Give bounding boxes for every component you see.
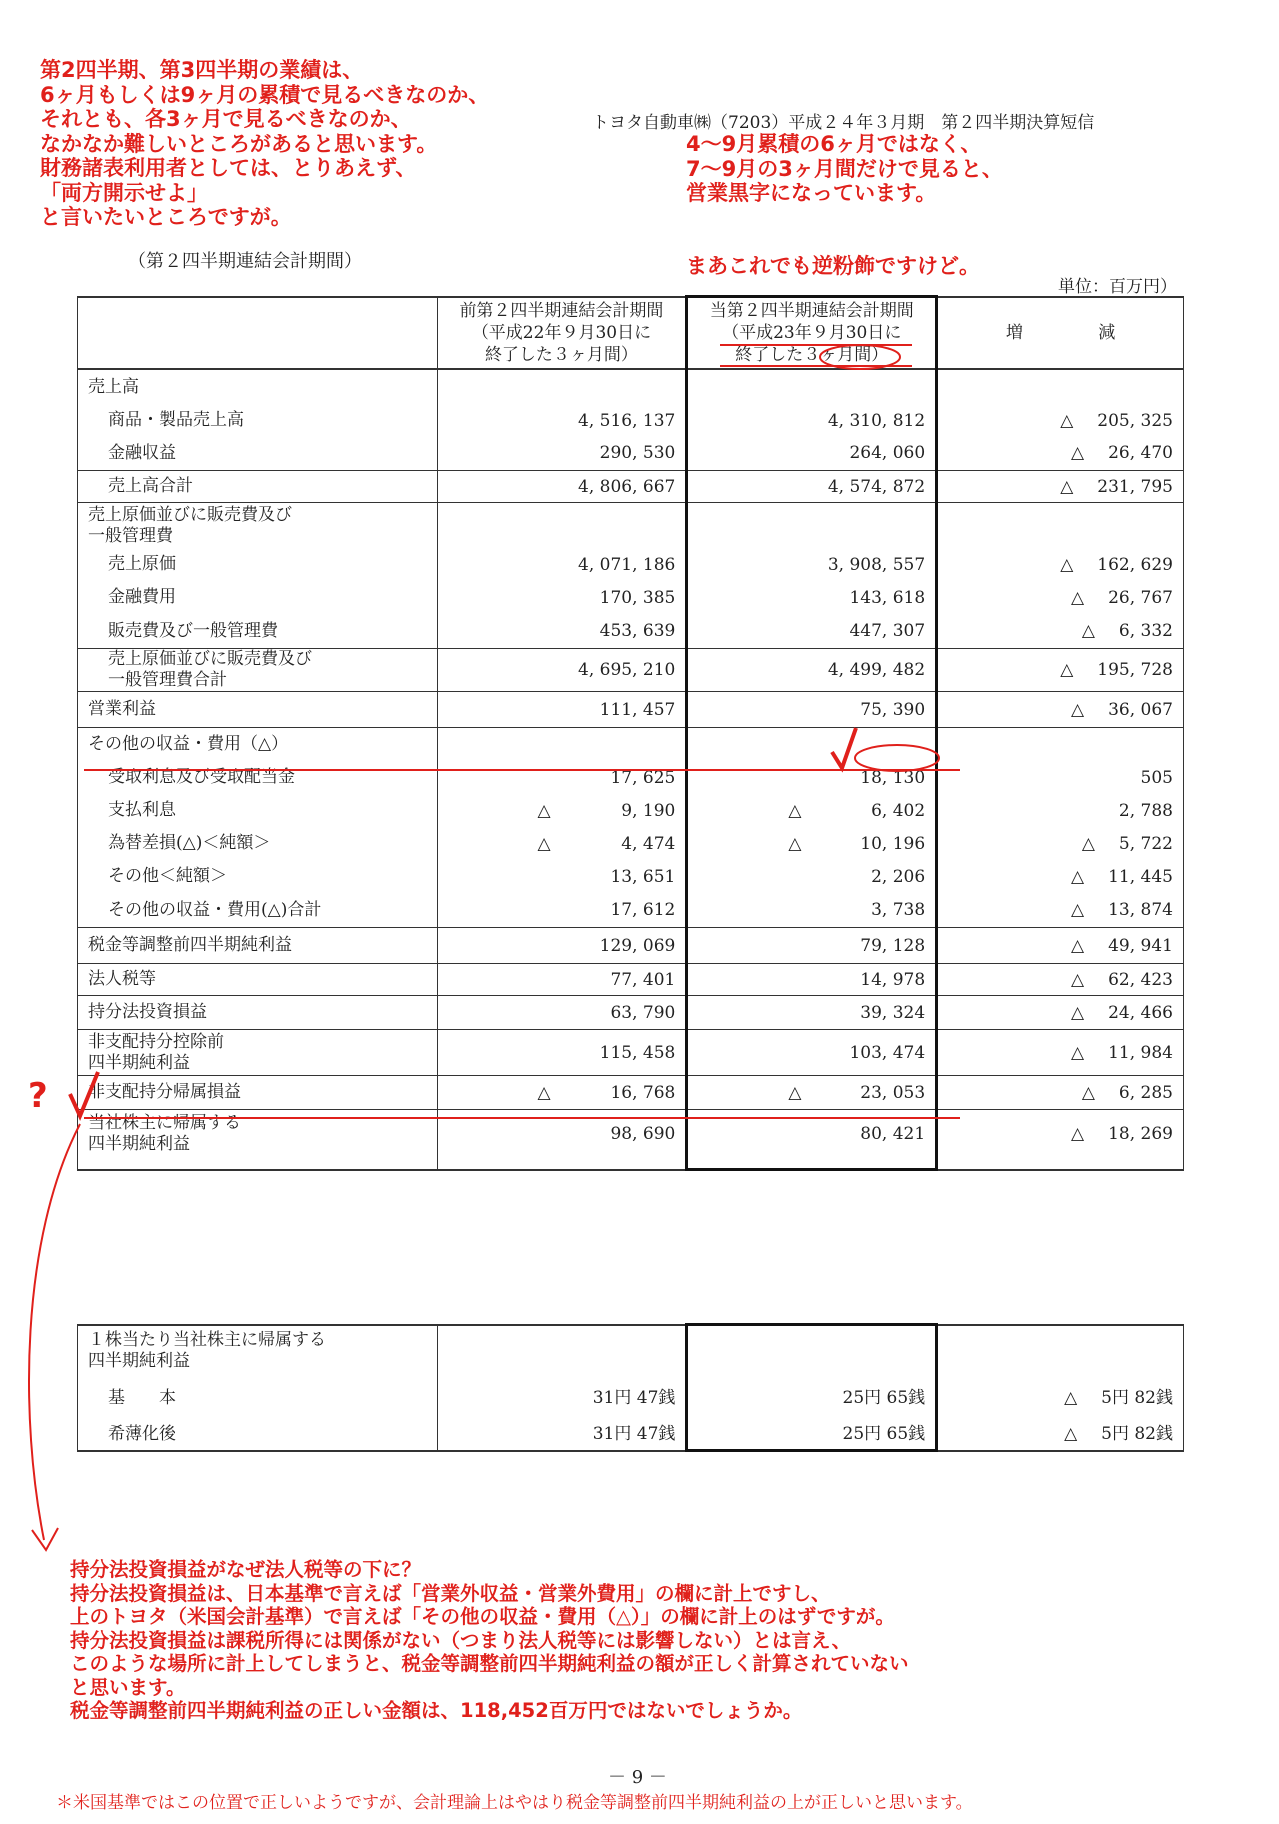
negative-triangle-icon: △ (1071, 1002, 1085, 1023)
note-tr-line: 7～9月の3ヶ月間だけで見ると、 (686, 156, 1003, 181)
value-prev: 17, 612 (610, 900, 676, 921)
header-prev-line3: 終了した３ヶ月間） (484, 344, 638, 365)
row-label: 売上原価 (78, 549, 438, 581)
eps-title: １株当たり当社株主に帰属する 四半期純利益 (78, 1325, 438, 1377)
note-tr-line: 4～9月累積の6ヶ月ではなく、 (686, 132, 982, 156)
document-header: トヨタ自動車㈱（7203）平成２４年３月期 第２四半期決算短信 (592, 113, 1095, 133)
negative-triangle-icon: △ (1071, 969, 1085, 990)
negative-triangle-icon: △ (1081, 833, 1095, 854)
arrow-head-icon (32, 1528, 58, 1550)
negative-triangle-icon: △ (1071, 1123, 1085, 1144)
value-change: 36, 067 (1108, 699, 1173, 720)
row-label: その他＜純額＞ (78, 860, 438, 894)
header-prev-line2: （平成22年９月30日に (471, 322, 652, 343)
note-bottom-line: 持分法投資損益がなぜ法人税等の下に？ (70, 1558, 422, 1581)
value-prev: 129, 069 (599, 935, 676, 956)
header-change-dec: 減 (1098, 322, 1116, 343)
value-change: 62, 423 (1108, 969, 1173, 990)
page-number: － 9 － (608, 1767, 667, 1788)
value-change: 162, 629 (1097, 554, 1173, 575)
value-curr: 10, 196 (860, 833, 926, 854)
value-prev: 290, 530 (599, 443, 676, 464)
negative-triangle-icon: △ (1071, 587, 1085, 608)
value-curr: 103, 474 (849, 1042, 926, 1063)
value-curr: 4, 310, 812 (827, 410, 926, 431)
row-label: 金融費用 (78, 581, 438, 615)
value-prev: 63, 790 (610, 1002, 676, 1023)
negative-triangle-icon: △ (1081, 621, 1095, 642)
value-change: 13, 874 (1108, 900, 1173, 921)
negative-triangle-icon: △ (537, 833, 551, 854)
negative-triangle-icon: △ (1071, 699, 1085, 720)
value-curr: 143, 618 (849, 587, 926, 608)
note-bottom-line: と思います。 (70, 1675, 186, 1699)
negative-triangle-icon: △ (537, 1082, 551, 1103)
value-curr: 6, 402 (871, 800, 926, 821)
value-change: 231, 795 (1097, 476, 1173, 497)
value-prev: 4, 474 (621, 833, 676, 854)
value-curr: 23, 053 (860, 1082, 926, 1103)
value-prev: 16, 768 (610, 1082, 676, 1103)
value-prev: 4, 695, 210 (578, 660, 676, 680)
check-mark-icon (832, 728, 856, 768)
value-prev: 170, 385 (599, 587, 676, 608)
value-change: 49, 941 (1108, 935, 1173, 956)
annotation-middle: まあこれでも逆粉飾ですけど。 (686, 254, 980, 278)
value-curr: 264, 060 (849, 443, 926, 464)
value-change: 2, 788 (1118, 800, 1173, 821)
row-label: 売上原価並びに販売費及び 一般管理費 (78, 503, 438, 549)
value-prev: 4, 516, 137 (578, 410, 676, 431)
eps-prev: 31円 47銭 (437, 1377, 687, 1414)
value-change: 505 (1140, 767, 1173, 788)
value-curr: 447, 307 (849, 621, 926, 642)
operating-income-circle (855, 745, 939, 771)
header-prev-line1: 前第２四半期連結会計期間 (459, 300, 664, 321)
value-curr: 80, 421 (860, 1123, 926, 1144)
eps-label: 基 本 (78, 1377, 438, 1414)
value-change: 11, 445 (1108, 866, 1173, 887)
row-label: 法人税等 (78, 964, 438, 996)
value-curr: 39, 324 (860, 1002, 926, 1023)
value-curr: 3, 908, 557 (827, 554, 926, 575)
row-label: 持分法投資損益 (78, 996, 438, 1030)
negative-triangle-icon: △ (788, 800, 802, 821)
row-label: 税金等調整前四半期純利益 (78, 928, 438, 964)
row-label: その他の収益・費用(△)合計 (78, 894, 438, 928)
value-prev: 111, 457 (599, 699, 676, 720)
value-change: 24, 466 (1108, 1002, 1173, 1023)
note-bottom-line: 税金等調整前四半期純利益の正しい金額は、118,452百万円ではないでしょうか。 (70, 1699, 803, 1722)
value-curr: 18, 130 (860, 767, 926, 788)
value-prev: 9, 190 (621, 800, 676, 821)
value-change: 6, 285 (1118, 1082, 1173, 1103)
question-mark: ? (28, 1076, 48, 1116)
header-curr-line1: 当第２四半期連結会計期間 (709, 300, 914, 321)
value-curr: 4, 499, 482 (827, 660, 926, 680)
negative-triangle-icon: △ (1060, 554, 1074, 575)
value-prev: 77, 401 (610, 969, 676, 990)
row-label: 売上高 (78, 369, 438, 405)
eps-curr: 25円 65銭 (687, 1414, 937, 1451)
value-change: 11, 984 (1108, 1042, 1173, 1063)
value-curr: 79, 128 (860, 935, 926, 956)
eps-curr: 25円 65銭 (687, 1377, 937, 1414)
value-change: 195, 728 (1097, 660, 1173, 680)
period-label: （第２四半期連結会計期間） (128, 251, 362, 272)
row-label: 非支配持分控除前 四半期純利益 (78, 1030, 438, 1076)
value-prev: 13, 651 (610, 866, 676, 887)
note-tl-line: と言いたいところですが。 (40, 205, 292, 229)
row-label: 営業利益 (78, 692, 438, 728)
value-curr: 75, 390 (860, 699, 926, 720)
negative-triangle-icon: △ (1060, 476, 1074, 497)
value-curr: 2, 206 (871, 866, 926, 887)
note-tl-line: 財務諸表利用者としては、とりあえず、 (40, 156, 417, 180)
value-curr: 14, 978 (860, 969, 926, 990)
value-change: 26, 470 (1108, 443, 1173, 464)
negative-triangle-icon: △ (1081, 1082, 1095, 1103)
row-label: 当社株主に帰属する 四半期純利益 (78, 1110, 438, 1158)
row-label: 売上原価並びに販売費及び 一般管理費合計 (78, 649, 438, 692)
row-label: 売上高合計 (78, 471, 438, 503)
value-curr: 4, 574, 872 (827, 476, 926, 497)
value-curr: 3, 738 (871, 900, 926, 921)
arrow-curve (29, 1124, 80, 1540)
note-tl-line: 第2四半期、第3四半期の業績は、 (40, 58, 364, 82)
note-bottom-line: 持分法投資損益は課税所得には関係がない（つまり法人税等には影響しない）とは言え、 (70, 1628, 852, 1652)
negative-triangle-icon: △ (1060, 410, 1074, 431)
note-bottom-line: このような場所に計上してしまうと、税金等調整前四半期純利益の額が正しく計算されていない (70, 1652, 909, 1675)
negative-triangle-icon: △ (1071, 866, 1085, 887)
negative-triangle-icon: △ (537, 800, 551, 821)
row-label: 為替差損(△)＜純額＞ (78, 828, 438, 860)
value-prev: 115, 458 (599, 1042, 676, 1063)
row-label: 金融収益 (78, 437, 438, 471)
note-bottom-line: 上のトヨタ（米国会計基準）で言えば「その他の収益・費用（△）」の欄に計上のはずですが。 (70, 1605, 895, 1628)
note-tl-line: それとも、各3ヶ月で見るべきなのか、 (40, 107, 412, 131)
negative-triangle-icon: △ (788, 1082, 802, 1103)
negative-triangle-icon: △ (788, 833, 802, 854)
value-change: 205, 325 (1097, 410, 1173, 431)
negative-triangle-icon: △ (1071, 900, 1085, 921)
note-tl-line: 「両方開示せよ」 (40, 180, 208, 205)
negative-triangle-icon: △ (1060, 660, 1074, 680)
check-mark-icon-2 (70, 1072, 98, 1116)
value-prev: 453, 639 (599, 621, 676, 642)
row-label: 非支配持分帰属損益 (78, 1076, 438, 1110)
header-change-inc: 増 (1005, 322, 1023, 343)
header-curr-line2: （平成23年９月30日に (722, 322, 902, 343)
note-tl-line: なかなか難しいところがあると思います。 (40, 131, 438, 156)
negative-triangle-icon: △ (1071, 443, 1085, 464)
value-prev: 4, 806, 667 (578, 476, 676, 497)
row-label: 販売費及び一般管理費 (78, 615, 438, 649)
eps-prev: 31円 47銭 (437, 1414, 687, 1451)
note-bottom-line: 持分法投資損益は、日本基準で言えば「営業外収益・営業外費用」の欄に計上ですし、 (70, 1581, 831, 1605)
value-prev: 17, 625 (610, 767, 676, 788)
value-change: 26, 767 (1108, 587, 1173, 608)
value-change: 5円 82銭 (1101, 1387, 1173, 1408)
footnote: ＊米国基準ではこの位置で正しいようですが、会計理論上はやはり税金等調整前四半期純利益の上が正しいと思います。 (56, 1793, 973, 1813)
value-change: 5円 82銭 (1101, 1424, 1173, 1444)
note-tl-line: 6ヶ月もしくは9ヶ月の累積で見るべきなのか、 (40, 82, 490, 107)
negative-triangle-icon: △ (1064, 1387, 1078, 1408)
header-curr-line3: 終了した３ヶ月間） (735, 344, 889, 365)
row-label: 商品・製品売上高 (78, 405, 438, 437)
value-prev: 4, 071, 186 (578, 554, 676, 575)
negative-triangle-icon: △ (1071, 935, 1085, 956)
value-change: 5, 722 (1118, 833, 1173, 854)
negative-triangle-icon: △ (1071, 1042, 1085, 1063)
row-label: 受取利息及び受取配当金 (78, 762, 438, 794)
value-prev: 98, 690 (610, 1123, 676, 1144)
note-tr-line: 営業黒字になっています。 (686, 181, 937, 205)
unit-label: 単位：百万円） (1058, 277, 1177, 297)
negative-triangle-icon: △ (1064, 1424, 1078, 1444)
row-label: その他の収益・費用（△） (78, 728, 438, 762)
eps-label: 希薄化後 (78, 1414, 438, 1451)
row-label: 支払利息 (78, 794, 438, 828)
value-change: 6, 332 (1118, 621, 1173, 642)
value-change: 18, 269 (1108, 1123, 1173, 1144)
